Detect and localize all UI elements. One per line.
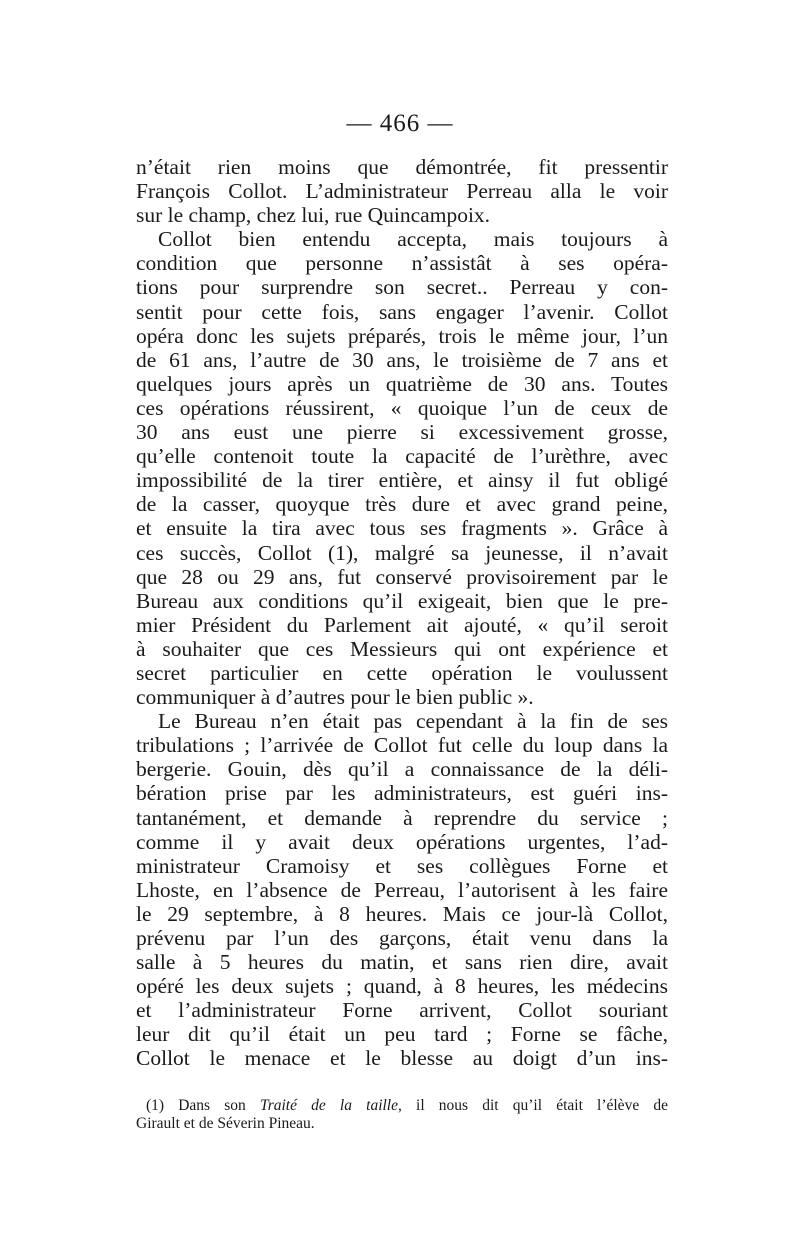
footnote-text: , il nous dit qu’il était l’élève de <box>398 1097 668 1114</box>
text-line: secret particulier en cette opération le voulussent <box>136 660 668 685</box>
text-line: ministrateur Cramoisy et ses collègues Forne et <box>136 853 668 878</box>
text-line: Bureau aux conditions qu’il exigeait, bien que le pre- <box>136 588 668 613</box>
footnote-work-title: Traité de la taille <box>259 1097 398 1114</box>
text-line: 30 ans eust une pierre si excessivement grosse, <box>136 420 668 445</box>
text-line: impossibilité de la tirer entière, et ainsy il fut obligé <box>136 468 668 493</box>
text-line: Collot le menace et le blesse au doigt d’un ins- <box>136 1046 668 1071</box>
text-line: de la casser, quoyque très dure et avec grand peine, <box>136 492 668 517</box>
text-line: prévenu par l’un des garçons, était venu dans la <box>136 926 668 950</box>
text-line: ces opérations réussirent, « quoique l’un de ceux de <box>136 395 668 420</box>
body-text <box>136 155 668 1071</box>
text-line: n’était rien moins que démontrée, fit pressentir <box>136 155 668 179</box>
footnote-text: (1) Dans son <box>146 1097 260 1114</box>
text-line: tribulations ; l’arrivée de Collot fut celle du loup dans la <box>136 733 668 758</box>
text-line: et l’administrateur Forne arrivent, Collot souriant <box>136 998 668 1023</box>
text-line: ces succès, Collot (1), malgré sa jeunesse, il n’avait <box>136 540 668 565</box>
page-number: — 466 — <box>346 110 454 137</box>
text-line: et ensuite la tira avec tous ses fragments ». Grâce à <box>136 516 668 541</box>
text-line: Le Bureau n’en était pas cependant à la fin de ses <box>158 709 668 734</box>
text-line: leur dit qu’il était un peu tard ; Forne se fâche, <box>136 1022 668 1047</box>
text-line: de 61 ans, l’autre de 30 ans, le troisième de 7 ans et <box>136 347 668 372</box>
text-line: Lhoste, en l’absence de Perreau, l’autorisent à les faire <box>136 877 668 902</box>
text-line: comme il y avait deux opérations urgentes, l’ad- <box>136 829 668 854</box>
text-line: bergerie. Gouin, dès qu’il a connaissance de la déli- <box>136 757 668 782</box>
text-line: François Collot. L’administrateur Perreau alla le voir <box>136 179 668 204</box>
text-line: communiquer à d’autres pour le bien public ». <box>136 685 534 710</box>
text-line: à souhaiter que ces Messieurs qui ont expérience et <box>136 636 668 661</box>
footnote <box>136 1097 668 1133</box>
text-line: tions pour surprendre son secret.. Perreau y con- <box>136 275 668 300</box>
text-line: mier Président du Parlement ait ajouté, « qu’il seroit <box>136 612 668 637</box>
text-line: tantanément, et demande à reprendre du service ; <box>136 805 668 830</box>
text-line: bération prise par les administrateurs, est guéri ins- <box>136 781 668 806</box>
text-line: le 29 septembre, à 8 heures. Mais ce jour-là Collot, <box>136 901 668 926</box>
text-line: opéra donc les sujets préparés, trois le même jour, l’un <box>136 323 668 348</box>
text-line: sur le champ, chez lui, rue Quincampoix. <box>136 203 491 228</box>
text-line: Collot bien entendu accepta, mais toujours à <box>158 227 668 252</box>
text-line: que 28 ou 29 ans, fut conservé provisoirement par le <box>136 564 668 589</box>
text-line: opéré les deux sujets ; quand, à 8 heures, les médecins <box>136 974 668 999</box>
text-line: sentit pour cette fois, sans engager l’avenir. Collot <box>136 299 668 324</box>
text-line: condition que personne n’assistât à ses opéra- <box>136 251 668 276</box>
text-line: salle à 5 heures du matin, et sans rien dire, avait <box>136 950 668 975</box>
footnote-line <box>136 1097 668 1115</box>
text-line: quelques jours après un quatrième de 30 ans. Toutes <box>136 371 668 396</box>
text-line: qu’elle contenoit toute la capacité de l’urèthre, avec <box>136 444 668 469</box>
footnote-line: Girault et de Séverin Pineau. <box>136 1115 315 1132</box>
